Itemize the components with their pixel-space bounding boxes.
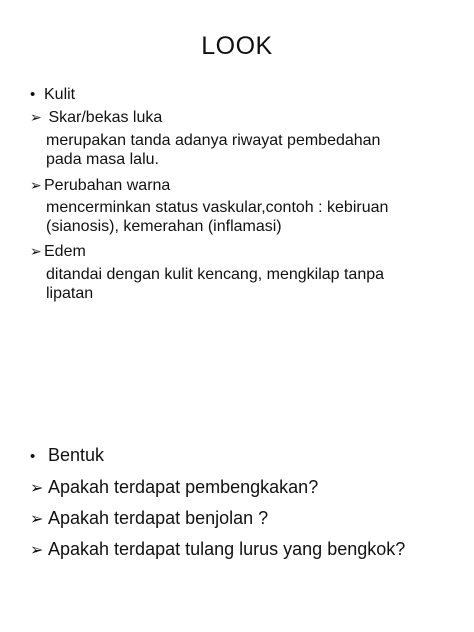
bullet-label: Bentuk — [48, 445, 105, 465]
subitem-desc-line: merupakan tanda adanya riwayat pembedahan — [46, 132, 381, 149]
question-text: Apakah terdapat pembengkakan? — [48, 477, 319, 497]
arrow-bullet-icon: ➢ — [30, 109, 42, 125]
subitem-heading: Edem — [44, 243, 86, 260]
question-item — [30, 538, 405, 562]
arrow-bullet-icon: ➢ — [30, 511, 44, 528]
bullet-label: Kulit — [44, 86, 76, 103]
subitem-desc-line: ditandai dengan kulit kencang, mengkilap tanpa — [46, 266, 385, 283]
arrow-bullet-icon: ➢ — [30, 243, 42, 259]
subitem-desc-line: (sianosis), kemerahan (inflamasi) — [46, 218, 282, 235]
subitem-edem — [30, 241, 86, 262]
subitem-desc-line: mencerminkan status vaskular,contoh : kebiruan — [46, 199, 389, 216]
bullet-kulit — [30, 85, 75, 105]
subitem-perubahan-warna — [30, 175, 170, 196]
question-text: Apakah terdapat benjolan ? — [48, 508, 269, 528]
question-item — [30, 476, 318, 500]
question-text: Apakah terdapat tulang lurus yang bengkok? — [48, 539, 406, 559]
subitem-skar — [30, 107, 162, 128]
question-item — [30, 507, 268, 531]
arrow-bullet-icon: ➢ — [30, 542, 44, 559]
arrow-bullet-icon: ➢ — [30, 480, 44, 497]
arrow-bullet-icon: ➢ — [30, 177, 42, 193]
subitem-heading: Skar/bekas luka — [44, 109, 163, 126]
subitem-desc-line: pada masa lalu. — [46, 151, 159, 168]
subitem-heading: Perubahan warna — [44, 177, 171, 194]
bullet-dot-icon: • — [30, 448, 36, 465]
bullet-bentuk — [30, 444, 104, 468]
bullet-dot-icon: • — [30, 86, 36, 103]
slide-title: LOOK — [201, 32, 273, 60]
subitem-desc-line: lipatan — [46, 285, 94, 302]
